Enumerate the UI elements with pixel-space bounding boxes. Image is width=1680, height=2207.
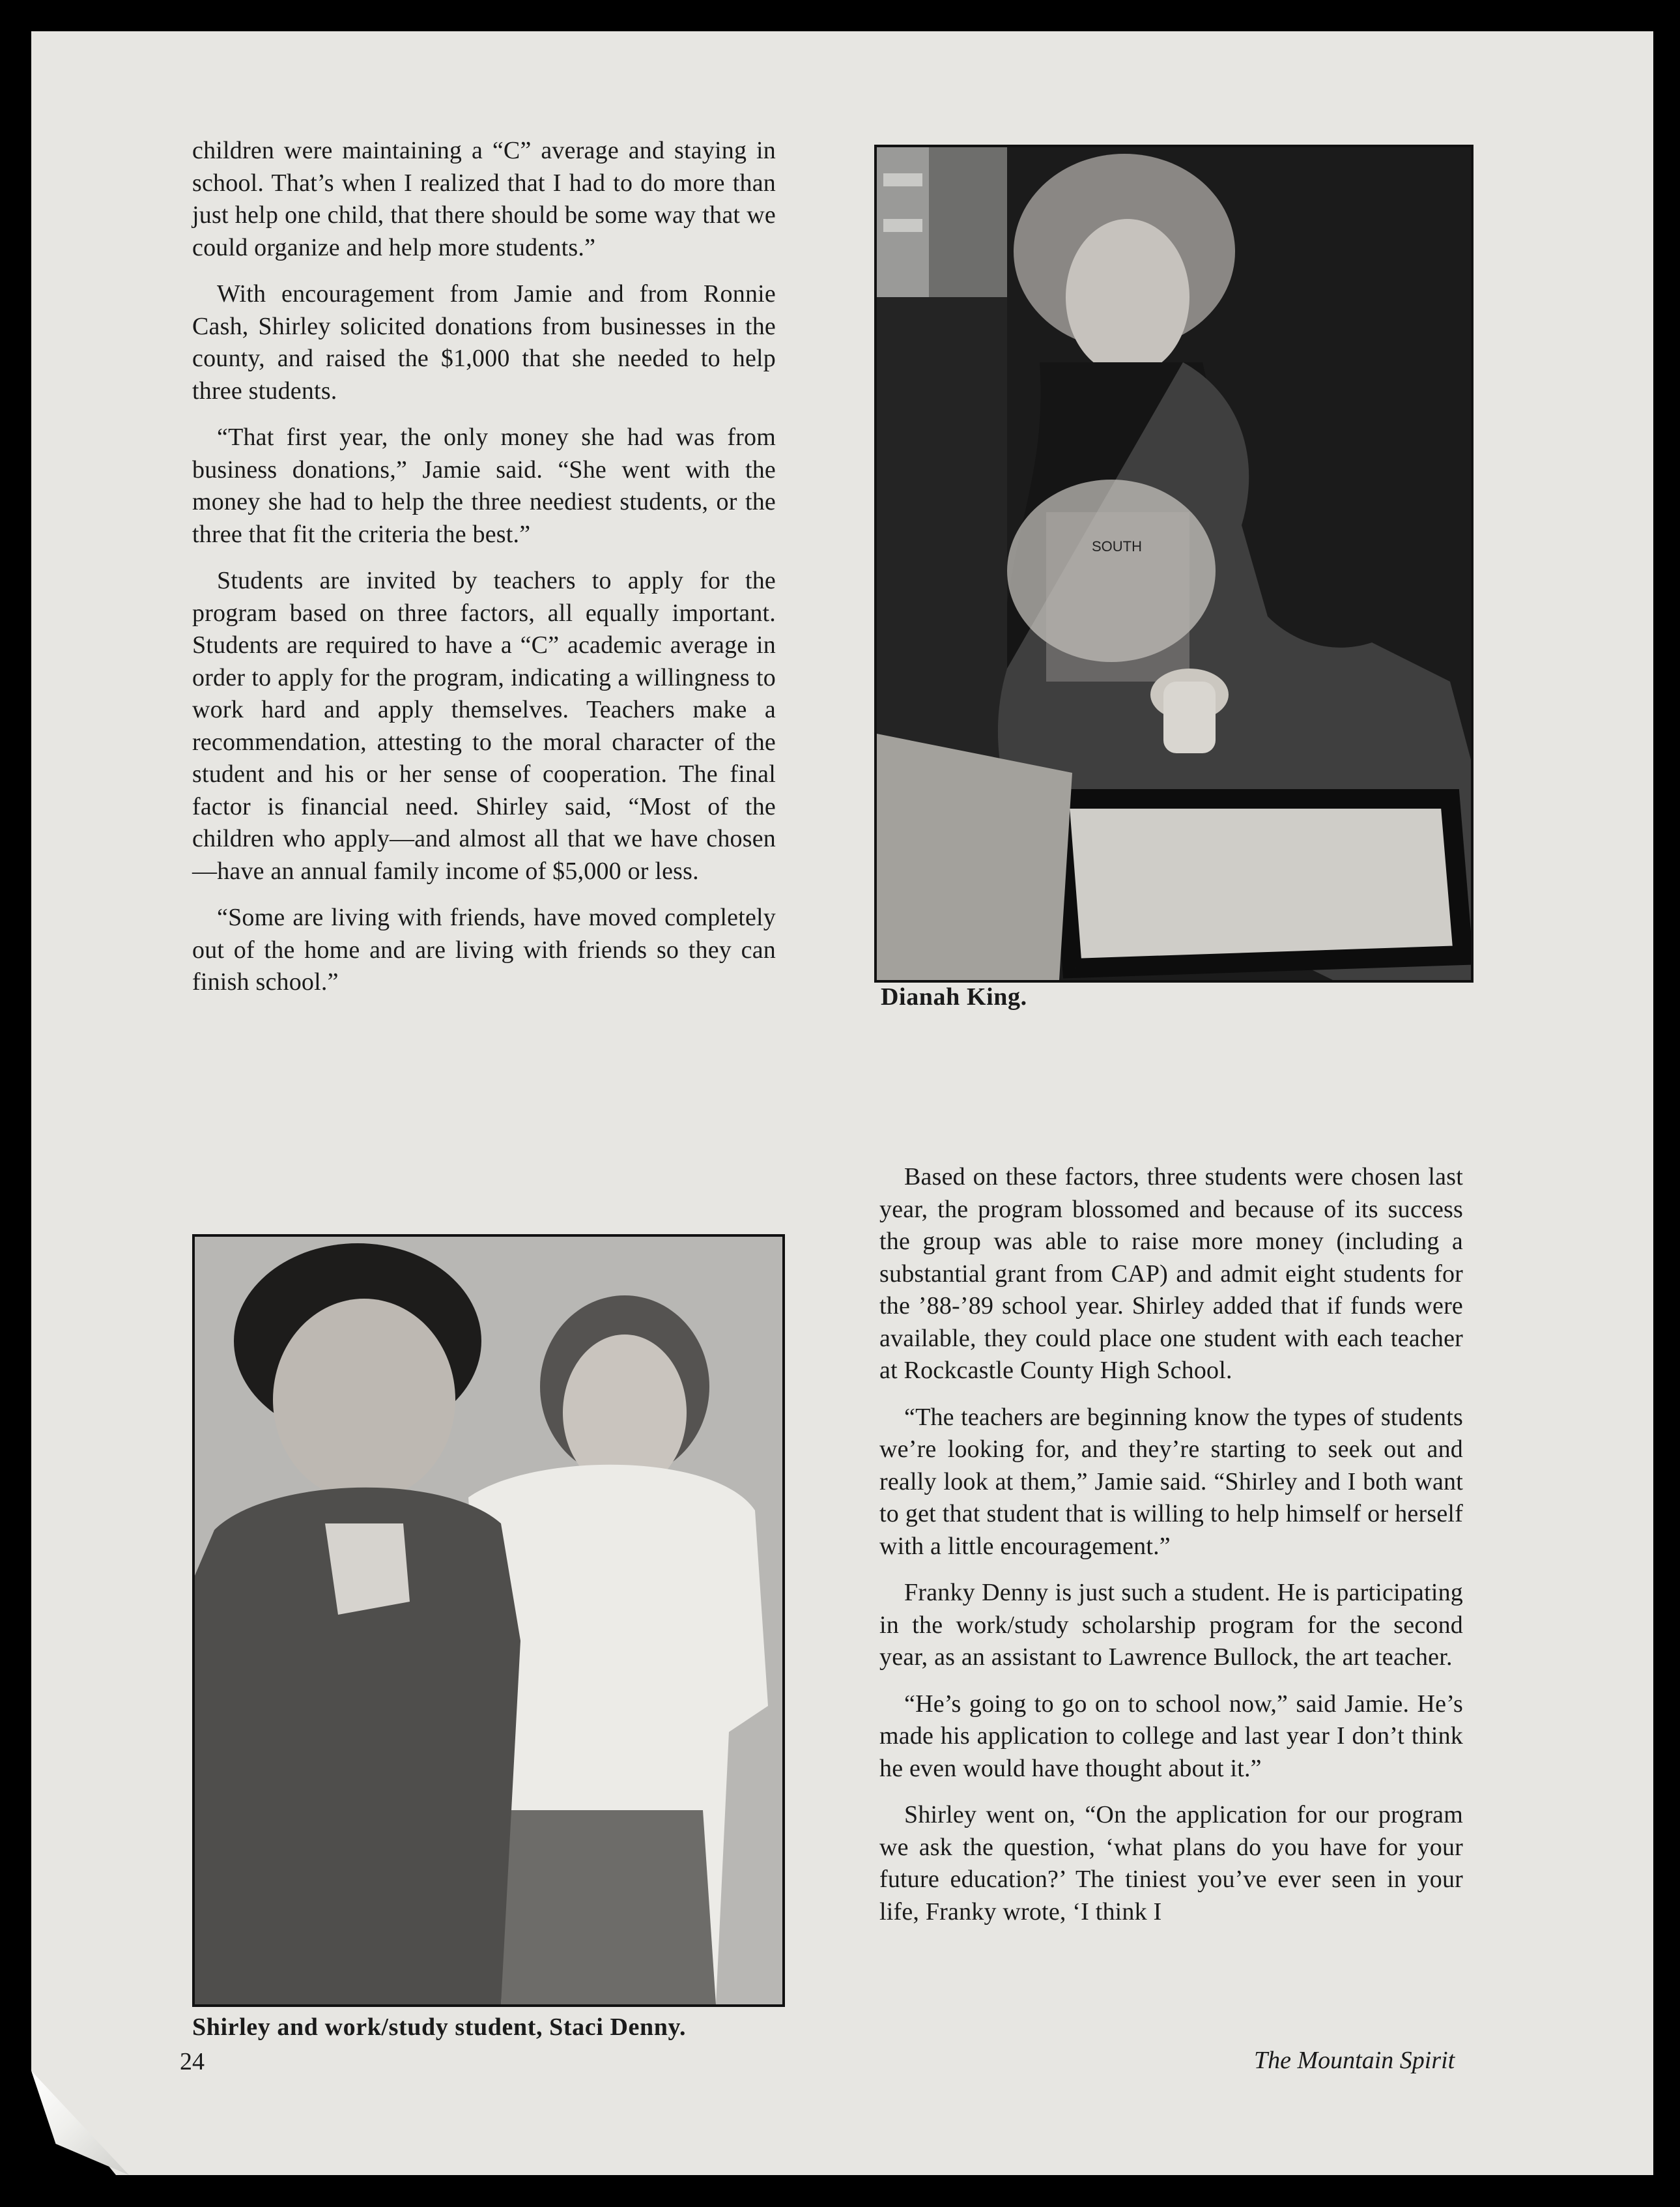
photo-shirley-and-staci xyxy=(192,1234,785,2007)
left-article-column xyxy=(192,135,776,1013)
paragraph: Based on these factors, three students were chosen last year, the program blossomed and because of its success the group was able to raise more money (including a substantial grant from CAP) and admit eight students for the ’88-’89 school year. Shirley added that if funds were available, they could place one student with each teacher at Rockcastle County High School. xyxy=(879,1163,1463,1384)
paragraph: “Some are living with friends, have moved completely out of the home and are living with friends so they can finish school.” xyxy=(192,904,776,996)
publication-name: The Mountain Spirit xyxy=(1254,2047,1455,2074)
page-number: 24 xyxy=(180,2048,205,2075)
paragraph: “He’s going to go on to school now,” said Jamie. He’s made his application to college and last year I don’t think he even would have thought about it.” xyxy=(879,1690,1463,1782)
paragraph: Franky Denny is just such a student. He is participating in the work/study scholarship program for the second year, as an assistant to Lawrence Bullock, the art teacher. xyxy=(879,1579,1463,1671)
paragraph: Students are invited by teachers to apply for the program based on three factors, all equally important. Students are required to have a “C” academic average in order to apply for the program, indicating a willingness to work hard and apply themselves. Teachers make a recommendation, attesting to the moral character of the student and his or her sense of cooperation. The final factor is financial need. Shirley said, “Most of the children who apply—and almost all that we have chosen—have an annual family income of $5,000 or less. xyxy=(192,567,776,885)
paragraph: “That first year, the only money she had was from business donations,” Jamie said. “She went with the money she had to help the three neediest students, or the three that fit the criteria the best.” xyxy=(192,424,776,548)
shirt-print-text: SOUTH xyxy=(1092,538,1142,555)
photo-caption-top: Dianah King. xyxy=(881,983,1027,1011)
paragraph: With encouragement from Jamie and from Ronnie Cash, Shirley solicited donations from businesses in the county, and raised the $1,000 that she needed to help three students. xyxy=(192,280,776,405)
photo-caption-bottom: Shirley and work/study student, Staci Denny. xyxy=(192,2013,687,2041)
paragraph: children were maintaining a “C” average and staying in school. That’s when I realized that I had to do more than just help one child, that there should be some way that we could organize and help more students.” xyxy=(192,137,776,261)
photo-dianah-king xyxy=(874,145,1474,983)
paragraph: Shirley went on, “On the application for our program we ask the question, ‘what plans do you have for your future education?’ The tiniest you’ve ever seen in your life, Franky wrote, ‘I think I xyxy=(879,1801,1463,1926)
right-article-column xyxy=(879,1161,1463,1942)
paragraph: “The teachers are beginning know the types of students we’re looking for, and they’re starting to seek out and really look at them,” Jamie said. “Shirley and I both want to get that student that is willing to help himself or herself with a little encouragement.” xyxy=(879,1403,1463,1560)
